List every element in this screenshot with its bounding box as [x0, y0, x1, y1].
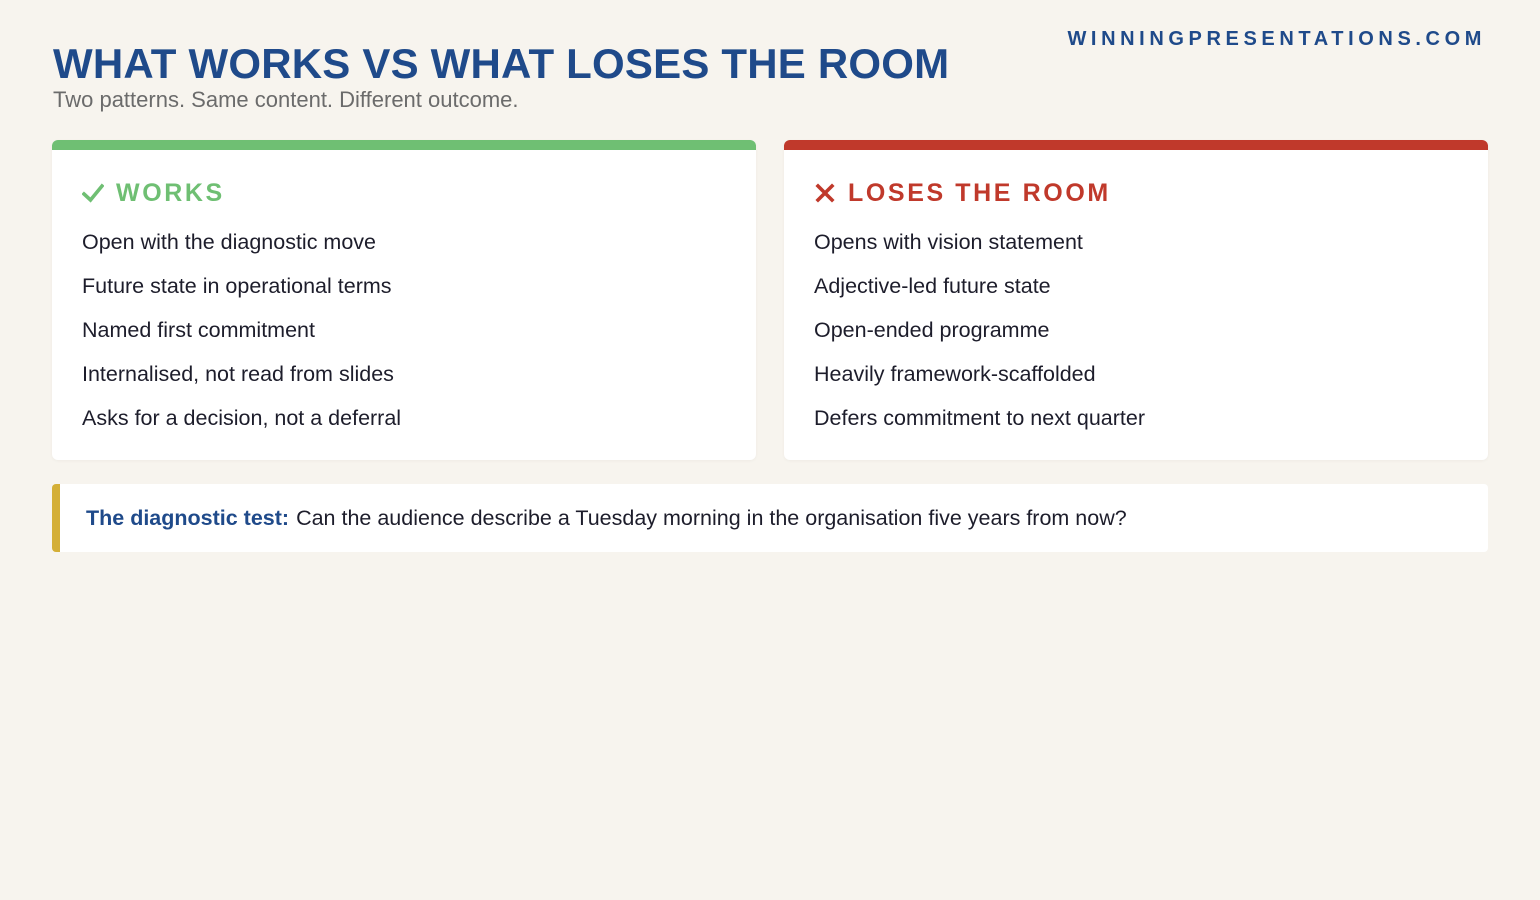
cross-icon [814, 182, 836, 204]
callout-text: Can the audience describe a Tuesday morning in the organisation five years from now? [296, 505, 1127, 530]
list-item: Asks for a decision, not a deferral [82, 406, 402, 430]
list-item: Open with the diagnostic move [82, 230, 376, 254]
list-item: Adjective-led future state [814, 274, 1051, 298]
works-card [52, 140, 756, 460]
works-list [82, 228, 401, 448]
page-title: WHAT WORKS VS WHAT LOSES THE ROOM [53, 40, 950, 87]
list-item: Defers commitment to next quarter [814, 406, 1145, 430]
loses-accent-bar [784, 140, 1488, 150]
diagnostic-callout [52, 484, 1488, 552]
loses-heading-label: LOSES THE ROOM [848, 179, 1111, 207]
brand-url: WINNINGPRESENTATIONS.COM [1067, 28, 1486, 50]
works-heading [82, 176, 225, 210]
list-item: Open-ended programme [814, 318, 1050, 342]
list-item: Future state in operational terms [82, 274, 392, 298]
loses-list [814, 228, 1145, 448]
loses-card [784, 140, 1488, 460]
list-item: Opens with vision statement [814, 230, 1083, 254]
page-subtitle: Two patterns. Same content. Different outcome. [53, 87, 519, 112]
callout-label: The diagnostic test: [86, 505, 290, 530]
works-accent-bar [52, 140, 756, 150]
list-item: Heavily framework-scaffolded [814, 362, 1096, 386]
check-icon [82, 182, 104, 204]
list-item: Named first commitment [82, 318, 315, 342]
list-item: Internalised, not read from slides [82, 362, 394, 386]
loses-heading [814, 176, 1111, 210]
works-heading-label: WORKS [116, 179, 225, 207]
